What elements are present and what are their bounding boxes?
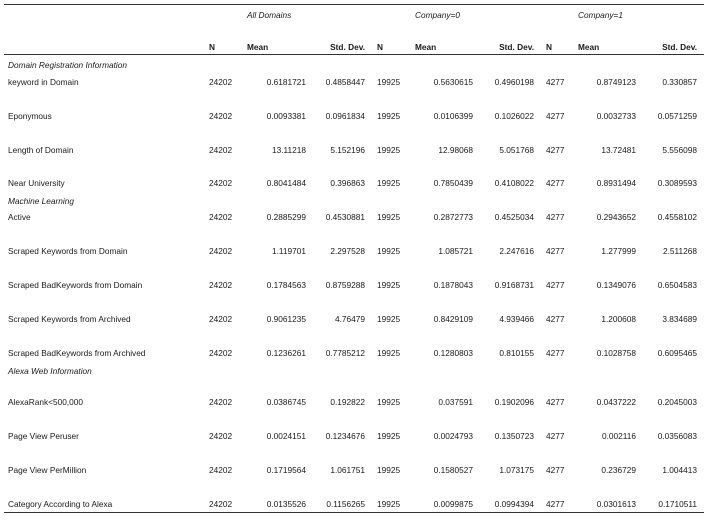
table-cell: 0.0032733 — [596, 111, 636, 121]
table-cell: 0.1028758 — [596, 348, 636, 358]
table-cell: 0.1902096 — [494, 397, 534, 407]
table-cell: 0.0093381 — [266, 111, 306, 121]
table-cell: 4277 — [546, 246, 565, 256]
table-cell: 4277 — [546, 145, 565, 155]
table-cell: 0.4558102 — [657, 212, 697, 222]
table-cell: 19925 — [377, 348, 401, 358]
table-cell: 0.1350723 — [494, 431, 534, 441]
table-cell: 2.247616 — [499, 246, 534, 256]
table-cell: 24202 — [209, 348, 233, 358]
top-rule — [4, 4, 704, 5]
table-cell: 0.8749123 — [596, 77, 636, 87]
table-cell: 0.4858447 — [325, 77, 365, 87]
table-cell: 0.0437222 — [596, 397, 636, 407]
table-cell: 24202 — [209, 280, 233, 290]
table-cell: 24202 — [209, 314, 233, 324]
row-label: Active — [8, 212, 31, 222]
table-cell: 4277 — [546, 77, 565, 87]
table-cell: 0.0301613 — [596, 499, 636, 509]
row-label: Scraped Keywords from Domain — [8, 246, 128, 256]
column-header: Mean — [247, 42, 269, 52]
table-cell: 1.073175 — [499, 465, 534, 475]
table-cell: 0.7785212 — [325, 348, 365, 358]
table-cell: 0.9168731 — [494, 280, 534, 290]
column-header: Std. Dev. — [330, 42, 365, 52]
table-cell: 0.1719564 — [266, 465, 306, 475]
table-cell: 1.200608 — [601, 314, 636, 324]
table-cell: 0.1234676 — [325, 431, 365, 441]
table-cell: 24202 — [209, 246, 233, 256]
table-cell: 0.236729 — [601, 465, 636, 475]
table-cell: 3.834689 — [662, 314, 697, 324]
table-cell: 1.061751 — [330, 465, 365, 475]
table-cell: 0.1349076 — [596, 280, 636, 290]
table-cell: 24202 — [209, 465, 233, 475]
table-cell: 19925 — [377, 77, 401, 87]
table-cell: 19925 — [377, 397, 401, 407]
table-cell: 24202 — [209, 111, 233, 121]
column-header: N — [209, 42, 215, 52]
table-cell: 0.1784563 — [266, 280, 306, 290]
column-header: N — [377, 42, 383, 52]
table-cell: 0.0099875 — [433, 499, 473, 509]
table-cell: 0.9061235 — [266, 314, 306, 324]
table-cell: 1.277999 — [601, 246, 636, 256]
table-cell: 0.0356083 — [657, 431, 697, 441]
table-cell: 0.0994394 — [494, 499, 534, 509]
table-cell: 4277 — [546, 280, 565, 290]
group-header-company-1: Company=1 — [578, 10, 623, 20]
table-cell: 0.2045003 — [657, 397, 697, 407]
table-cell: 0.4525034 — [494, 212, 534, 222]
table-cell: 0.6095465 — [657, 348, 697, 358]
table-cell: 4277 — [546, 465, 565, 475]
table-cell: 0.8041484 — [266, 178, 306, 188]
table-cell: 0.6181721 — [266, 77, 306, 87]
column-header: Mean — [578, 42, 600, 52]
table-cell: 0.1236261 — [266, 348, 306, 358]
row-label: Scraped BadKeywords from Domain — [8, 280, 143, 290]
table-cell: 4.76479 — [335, 314, 365, 324]
table-cell: 12.98068 — [438, 145, 473, 155]
table-cell: 19925 — [377, 178, 401, 188]
row-label: Scraped Keywords from Archived — [8, 314, 131, 324]
bottom-rule — [4, 512, 704, 513]
column-header: Std. Dev. — [499, 42, 534, 52]
table-cell: 0.002116 — [602, 431, 636, 441]
table-cell: 0.0135526 — [266, 499, 306, 509]
row-label: Page View PerMillion — [8, 465, 87, 475]
table-cell: 24202 — [209, 499, 233, 509]
table-cell: 0.810155 — [499, 348, 534, 358]
table-cell: 0.2885299 — [266, 212, 306, 222]
group-header-company-0: Company=0 — [415, 10, 460, 20]
table-cell: 0.396863 — [330, 178, 365, 188]
row-label: AlexaRank<500,000 — [8, 397, 83, 407]
table-cell: 0.330857 — [662, 77, 697, 87]
table-cell: 0.8931494 — [596, 178, 636, 188]
table-cell: 19925 — [377, 246, 401, 256]
table-cell: 0.192822 — [330, 397, 365, 407]
table-cell: 0.0106399 — [433, 111, 473, 121]
table-cell: 5.051768 — [499, 145, 534, 155]
row-label: Page View Peruser — [8, 431, 79, 441]
table-cell: 2.297528 — [330, 246, 365, 256]
table-cell: 4277 — [546, 178, 565, 188]
table-cell: 19925 — [377, 499, 401, 509]
table-cell: 0.7850439 — [433, 178, 473, 188]
table-cell: 0.8759288 — [325, 280, 365, 290]
table-cell: 24202 — [209, 145, 233, 155]
table-cell: 2.511268 — [663, 246, 697, 256]
row-label: keyword in Domain — [8, 77, 79, 87]
table-cell: 0.1710511 — [658, 499, 697, 509]
row-label: Near University — [8, 178, 65, 188]
table-cell: 0.1026022 — [494, 111, 534, 121]
table-cell: 1.085721 — [438, 246, 473, 256]
table-cell: 4277 — [546, 397, 565, 407]
table-cell: 19925 — [377, 145, 401, 155]
table-cell: 4277 — [546, 348, 565, 358]
table-cell: 4277 — [546, 212, 565, 222]
table-cell: 0.4108022 — [494, 178, 534, 188]
table-cell: 0.0024151 — [266, 431, 306, 441]
table-cell: 19925 — [377, 111, 401, 121]
table-cell: 0.8429109 — [433, 314, 473, 324]
table-cell: 0.4960198 — [494, 77, 534, 87]
table-cell: 19925 — [377, 465, 401, 475]
section-heading: Domain Registration Information — [8, 60, 127, 70]
table-cell: 0.5630615 — [433, 77, 473, 87]
table-cell: 24202 — [209, 178, 233, 188]
section-heading: Alexa Web Information — [8, 366, 92, 376]
row-label: Category According to Alexa — [8, 499, 113, 509]
table-cell: 1.119701 — [272, 246, 306, 256]
table-cell: 4277 — [546, 499, 565, 509]
table-cell: 0.4530881 — [325, 212, 365, 222]
table-cell: 0.2943652 — [596, 212, 636, 222]
table-cell: 5.556098 — [662, 145, 697, 155]
table-cell: 0.6504583 — [657, 280, 697, 290]
section-heading: Machine Learning — [8, 196, 74, 206]
table-cell: 0.0571259 — [657, 111, 697, 121]
table-cell: 19925 — [377, 280, 401, 290]
table-cell: 4.939466 — [499, 314, 534, 324]
table-cell: 4277 — [546, 431, 565, 441]
table-cell: 0.1280803 — [433, 348, 473, 358]
table-cell: 4277 — [546, 314, 565, 324]
table-cell: 24202 — [209, 77, 233, 87]
table-cell: 0.3089593 — [657, 178, 697, 188]
table-cell: 24202 — [209, 397, 233, 407]
table-cell: 13.11218 — [272, 145, 306, 155]
table-cell: 0.037591 — [438, 397, 473, 407]
group-header-all-domains: All Domains — [247, 10, 292, 20]
table-cell: 24202 — [209, 212, 233, 222]
table-cell: 0.0024793 — [433, 431, 473, 441]
header-rule — [4, 54, 704, 55]
row-label: Scraped BadKeywords from Archived — [8, 348, 146, 358]
table-cell: 0.2872773 — [433, 212, 473, 222]
table-cell: 0.1156265 — [326, 499, 365, 509]
table-cell: 1.004413 — [662, 465, 697, 475]
table-cell: 0.1580527 — [433, 465, 473, 475]
table-cell: 5.152196 — [330, 145, 365, 155]
table-cell: 4277 — [546, 111, 565, 121]
table-cell: 0.1878043 — [433, 280, 473, 290]
table-cell: 13.72481 — [601, 145, 636, 155]
row-label: Eponymous — [8, 111, 52, 121]
table-cell: 0.0386745 — [266, 397, 306, 407]
table-cell: 19925 — [377, 314, 401, 324]
table-cell: 24202 — [209, 431, 233, 441]
column-header: N — [546, 42, 552, 52]
table-cell: 0.0961834 — [325, 111, 365, 121]
column-header: Mean — [415, 42, 437, 52]
column-header: Std. Dev. — [662, 42, 697, 52]
table-cell: 19925 — [377, 212, 401, 222]
table-cell: 19925 — [377, 431, 401, 441]
row-label: Length of Domain — [8, 145, 74, 155]
